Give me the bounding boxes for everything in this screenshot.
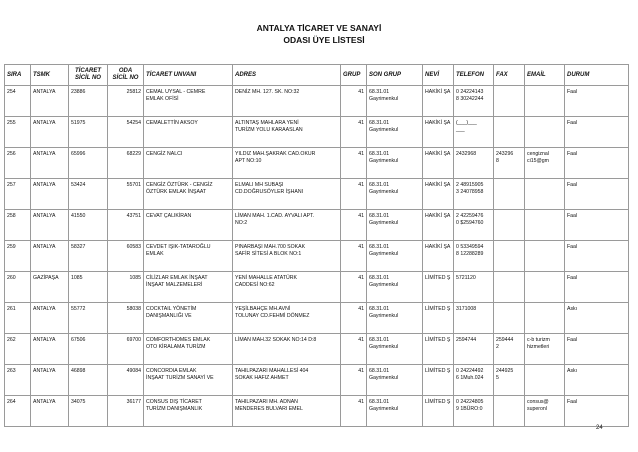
cell-nevi: LİMİTED Ş (423, 365, 454, 396)
cell-unvan: CENGİZ ÖZTÜRK - CENGİZ ÖZTÜRK EMLAK İNŞAAT (144, 179, 233, 210)
header-son-grup: SON GRUP (367, 65, 423, 86)
cell-fax (494, 117, 525, 148)
cell-oda-sicil: 68229 (108, 148, 144, 179)
cell-nevi: LİMİTED Ş (423, 334, 454, 365)
cell-sira: 258 (5, 210, 31, 241)
cell-durum: Faal (565, 86, 629, 117)
cell-sira: 260 (5, 272, 31, 303)
cell-oda-sicil: 55701 (108, 179, 144, 210)
cell-oda-sicil: 25812 (108, 86, 144, 117)
cell-email (525, 117, 565, 148)
header-telefon: TELEFON (454, 65, 494, 86)
cell-adres: PINARBAŞI MAH.700 SOKAK SAFİR SİTESİ A BLOK NO:1 (233, 241, 341, 272)
header-email: EMAİL (525, 65, 565, 86)
cell-ticaret-sicil: 51975 (69, 117, 108, 148)
cell-email (525, 210, 565, 241)
cell-oda-sicil: 58038 (108, 303, 144, 334)
cell-grup: 41 (341, 210, 367, 241)
header-unvan: TİCARET UNVANI (144, 65, 233, 86)
cell-sira: 254 (5, 86, 31, 117)
cell-fax (494, 179, 525, 210)
cell-telefon: 0 24224143 8 30242244 (454, 86, 494, 117)
table-row (5, 241, 629, 272)
cell-nevi: HAKİKİ ŞA (423, 241, 454, 272)
cell-durum: Askı (565, 365, 629, 396)
cell-unvan: CEMALETTİN AKSOY (144, 117, 233, 148)
cell-ticaret-sicil: 34075 (69, 396, 108, 427)
cell-tsmk: ANTALYA (31, 148, 69, 179)
cell-fax (494, 272, 525, 303)
cell-telefon: 3171008 (454, 303, 494, 334)
cell-telefon: 0 53349594 8 12288289 (454, 241, 494, 272)
header-adres: ADRES (233, 65, 341, 86)
cell-grup: 41 (341, 272, 367, 303)
table-row (5, 365, 629, 396)
cell-unvan: CEVDET IŞIK-TATAROĞLU EMLAK (144, 241, 233, 272)
cell-telefon: 2 42259476 0 $2594760 (454, 210, 494, 241)
cell-unvan: CONSUS DIŞ TİCARET TURİZM DANIŞMANLIK (144, 396, 233, 427)
cell-email: cengiznal ci15@gm (525, 148, 565, 179)
header-tsmk: TSMK (31, 65, 69, 86)
table-row (5, 303, 629, 334)
cell-sira: 259 (5, 241, 31, 272)
cell-fax (494, 86, 525, 117)
cell-adres: LİMAN MAH. 1.CAD. AYVALI APT. NO:2 (233, 210, 341, 241)
cell-oda-sicil: 60583 (108, 241, 144, 272)
cell-email (525, 241, 565, 272)
cell-adres: LİMAN MAH.32 SOKAK NO:14 D:8 (233, 334, 341, 365)
cell-unvan: CEMAL UYSAL - CEMRE EMLAK OFİSİ (144, 86, 233, 117)
cell-oda-sicil: 69700 (108, 334, 144, 365)
title-line-2: ODASI ÜYE LİSTESİ (283, 35, 365, 45)
cell-tsmk: ANTALYA (31, 365, 69, 396)
page-number: 24 (596, 425, 603, 431)
cell-sira: 263 (5, 365, 31, 396)
cell-adres: ELMALI MH SUBAŞI CD.DOĞRUSÖYLER İŞHANI (233, 179, 341, 210)
cell-sira: 262 (5, 334, 31, 365)
cell-durum: Faal (565, 210, 629, 241)
cell-grup: 41 (341, 334, 367, 365)
cell-son-grup: 68.31.01 Gayrimenkul (367, 148, 423, 179)
header-sira: SIRA (5, 65, 31, 86)
cell-sira: 261 (5, 303, 31, 334)
cell-durum: Faal (565, 241, 629, 272)
cell-fax: 243296 8 (494, 148, 525, 179)
cell-grup: 41 (341, 117, 367, 148)
cell-oda-sicil: 54254 (108, 117, 144, 148)
cell-ticaret-sicil: 55772 (69, 303, 108, 334)
cell-durum: Faal (565, 272, 629, 303)
cell-son-grup: 68.31.01 Gayrimenkul (367, 210, 423, 241)
table-row (5, 179, 629, 210)
cell-unvan: CENGİZ NALCI (144, 148, 233, 179)
cell-ticaret-sicil: 67506 (69, 334, 108, 365)
cell-durum: Askı (565, 303, 629, 334)
cell-tsmk: ANTALYA (31, 179, 69, 210)
cell-grup: 41 (341, 148, 367, 179)
cell-nevi: LİMİTED Ş (423, 396, 454, 427)
cell-ticaret-sicil: 53424 (69, 179, 108, 210)
cell-tsmk: ANTALYA (31, 334, 69, 365)
cell-adres: DENİZ MH. 127. SK. NO:32 (233, 86, 341, 117)
cell-nevi: LİMİTED Ş (423, 272, 454, 303)
cell-adres: TAHILPAZARI MAHALLESİ 404 SOKAK HAFIZ AHMET (233, 365, 341, 396)
cell-unvan: COCKTAIL YÖNETİM DANIŞMANLIĞI VE (144, 303, 233, 334)
cell-sira: 264 (5, 396, 31, 427)
table-row (5, 334, 629, 365)
header-nevi: NEVİ (423, 65, 454, 86)
cell-ticaret-sicil: 58327 (69, 241, 108, 272)
cell-grup: 41 (341, 396, 367, 427)
cell-unvan: CEVAT ÇALIKİRAN (144, 210, 233, 241)
header-durum: DURUM (565, 65, 629, 86)
cell-ticaret-sicil: 1085 (69, 272, 108, 303)
cell-email (525, 272, 565, 303)
member-table (4, 64, 629, 427)
cell-ticaret-sicil: 46898 (69, 365, 108, 396)
cell-oda-sicil: 36177 (108, 396, 144, 427)
cell-fax: 259444 2 (494, 334, 525, 365)
cell-nevi: HAKİKİ ŞA (423, 148, 454, 179)
cell-fax (494, 210, 525, 241)
cell-oda-sicil: 49084 (108, 365, 144, 396)
title-line-1: ANTALYA TİCARET VE SANAYİ (256, 23, 382, 33)
cell-email (525, 179, 565, 210)
table-row (5, 396, 629, 427)
cell-email (525, 86, 565, 117)
header-fax: FAX (494, 65, 525, 86)
cell-adres: YEŞİLBAHÇE MH.AVNİ TOLUNAY CD.FEHMİ DÖNMEZ (233, 303, 341, 334)
cell-unvan: CONCORDIA EMLAK İNŞAAT TURİZM SANAYİ VE (144, 365, 233, 396)
cell-oda-sicil: 43751 (108, 210, 144, 241)
table-row (5, 210, 629, 241)
cell-grup: 41 (341, 179, 367, 210)
cell-nevi: HAKİKİ ŞA (423, 86, 454, 117)
cell-tsmk: ANTALYA (31, 117, 69, 148)
document-title (0, 22, 638, 46)
cell-telefon: 0 24224492 6 1Muh.024 (454, 365, 494, 396)
cell-fax (494, 396, 525, 427)
cell-durum: Faal (565, 148, 629, 179)
cell-telefon: 5721120 (454, 272, 494, 303)
header-row (5, 65, 629, 86)
cell-nevi: LİMİTED Ş (423, 303, 454, 334)
cell-durum: Faal (565, 396, 629, 427)
cell-adres: ALTINTAŞ MAHLARA YENİ TURİZM YOLU KARAASLAN (233, 117, 341, 148)
cell-grup: 41 (341, 86, 367, 117)
cell-durum: Faal (565, 117, 629, 148)
cell-email (525, 365, 565, 396)
cell-son-grup: 68.31.01 Gayrimenkul (367, 86, 423, 117)
cell-ticaret-sicil: 65996 (69, 148, 108, 179)
cell-email: consus@ superonl (525, 396, 565, 427)
cell-telefon: 0 24224805 9 1BÜRO:0 (454, 396, 494, 427)
cell-adres: YILDIZ MAH.ŞAKRAK CAD.OKUR APT NO:10 (233, 148, 341, 179)
cell-son-grup: 68.31.01 Gayrimenkul (367, 117, 423, 148)
cell-sira: 256 (5, 148, 31, 179)
cell-telefon: (___)___ ___ (454, 117, 494, 148)
cell-son-grup: 68.31.01 Gayrimenkul (367, 241, 423, 272)
table-row (5, 272, 629, 303)
cell-tsmk: GAZİPAŞA (31, 272, 69, 303)
cell-fax: 244925 5 (494, 365, 525, 396)
table-row (5, 117, 629, 148)
header-grup: GRUP (341, 65, 367, 86)
cell-durum: Faal (565, 334, 629, 365)
cell-adres: TAHILPAZARI MH. ADNAN MENDERES BULVARI EMEL (233, 396, 341, 427)
cell-durum: Faal (565, 179, 629, 210)
table-row (5, 86, 629, 117)
cell-son-grup: 68.31.01 Gayrimenkul (367, 396, 423, 427)
cell-grup: 41 (341, 303, 367, 334)
cell-email (525, 303, 565, 334)
cell-unvan: COMFORTHOMES EMLAK OTO KİRALAMA TURİZM (144, 334, 233, 365)
cell-son-grup: 68.31.01 Gayrimenkul (367, 334, 423, 365)
cell-grup: 41 (341, 365, 367, 396)
header-ticaret-sicil: TİCARET SİCİL NO (69, 65, 108, 86)
cell-adres: YENİ MAHALLE ATATÜRK CADDESİ NO:62 (233, 272, 341, 303)
cell-son-grup: 68.31.01 Gayrimenkul (367, 365, 423, 396)
cell-sira: 255 (5, 117, 31, 148)
cell-fax (494, 303, 525, 334)
header-oda-sicil: ODA SİCİL NO (108, 65, 144, 86)
cell-son-grup: 68.31.01 Gayrimenkul (367, 303, 423, 334)
cell-telefon: 2 48915905 3 24078958 (454, 179, 494, 210)
cell-son-grup: 68.31.01 Gayrimenkul (367, 272, 423, 303)
cell-ticaret-sicil: 41550 (69, 210, 108, 241)
cell-nevi: HAKİKİ ŞA (423, 117, 454, 148)
cell-telefon: 2432968 (454, 148, 494, 179)
cell-tsmk: ANTALYA (31, 303, 69, 334)
cell-oda-sicil: 1085 (108, 272, 144, 303)
cell-sira: 257 (5, 179, 31, 210)
cell-unvan: CİLİZLAR EMLAK İNŞAAT İNŞAAT MALZEMELERİ (144, 272, 233, 303)
cell-nevi: HAKİKİ ŞA (423, 210, 454, 241)
cell-son-grup: 68.31.01 Gayrimenkul (367, 179, 423, 210)
cell-tsmk: ANTALYA (31, 241, 69, 272)
cell-email: c-b turizm hizmetleri (525, 334, 565, 365)
cell-tsmk: ANTALYA (31, 86, 69, 117)
cell-tsmk: ANTALYA (31, 396, 69, 427)
table-row (5, 148, 629, 179)
cell-nevi: HAKİKİ ŞA (423, 179, 454, 210)
cell-grup: 41 (341, 241, 367, 272)
cell-ticaret-sicil: 23886 (69, 86, 108, 117)
cell-tsmk: ANTALYA (31, 210, 69, 241)
cell-fax (494, 241, 525, 272)
cell-telefon: 2594744 (454, 334, 494, 365)
